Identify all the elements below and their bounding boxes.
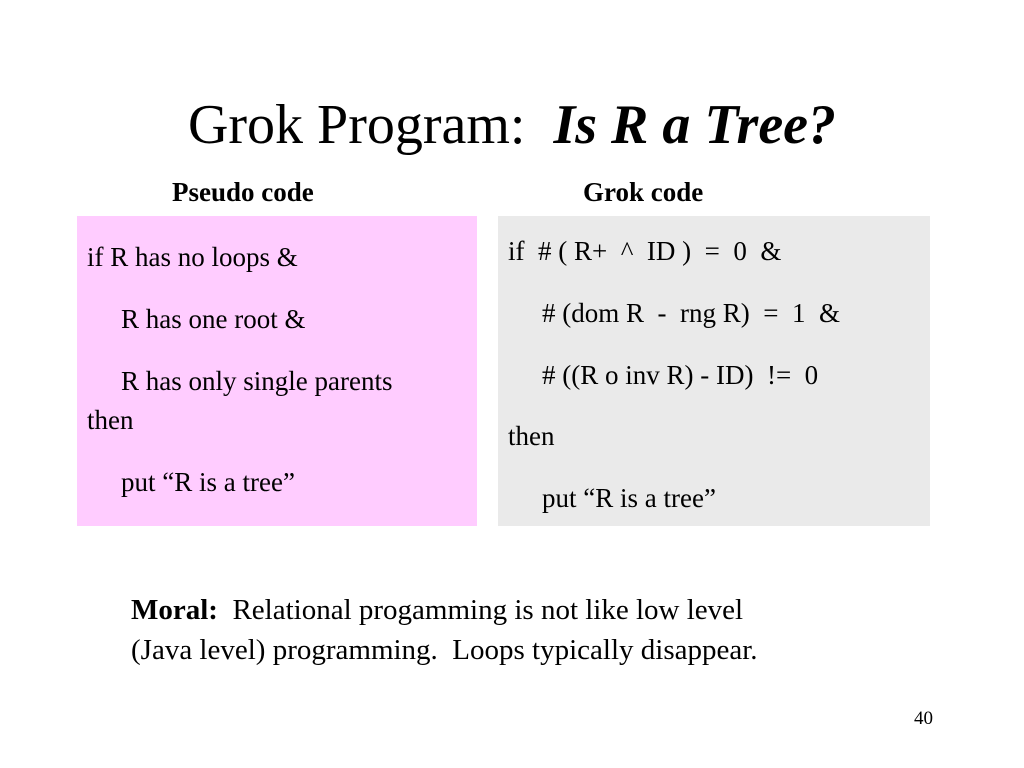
grok-line-dom-rng: # (dom R - rng R) = 1 & <box>542 298 840 328</box>
grok-code-box <box>498 216 930 526</box>
page-number: 40 <box>914 708 933 729</box>
moral-label: Moral: <box>131 594 218 626</box>
pseudo-line-if: if R has no loops & <box>87 242 298 272</box>
moral-text <box>131 590 931 670</box>
pseudo-line-then: then <box>87 405 134 435</box>
pseudo-line-one-root: R has one root & <box>121 304 306 334</box>
grok-line-put: put “R is a tree” <box>542 483 716 513</box>
title-emphasis: Is R a Tree? <box>553 94 837 156</box>
moral-line-1 <box>131 590 931 630</box>
slide-title <box>0 90 1024 160</box>
pseudo-code-heading: Pseudo code <box>172 177 314 207</box>
pseudo-line-single-parents: R has only single parents <box>121 366 393 396</box>
grok-line-then: then <box>508 421 555 451</box>
grok-code-heading: Grok code <box>583 177 704 207</box>
pseudo-line-put: put “R is a tree” <box>121 467 295 497</box>
title-plain: Grok Program: <box>187 94 526 156</box>
moral-text-1: Relational progamming is not like low level <box>232 594 744 626</box>
grok-line-inv: # ((R o inv R) - ID) != 0 <box>542 360 819 390</box>
pseudo-code-box <box>77 216 477 526</box>
moral-line-2: (Java level) programming. Loops typically disappear. <box>131 634 758 666</box>
grok-line-if: if # ( R+ ^ ID ) = 0 & <box>508 236 782 266</box>
